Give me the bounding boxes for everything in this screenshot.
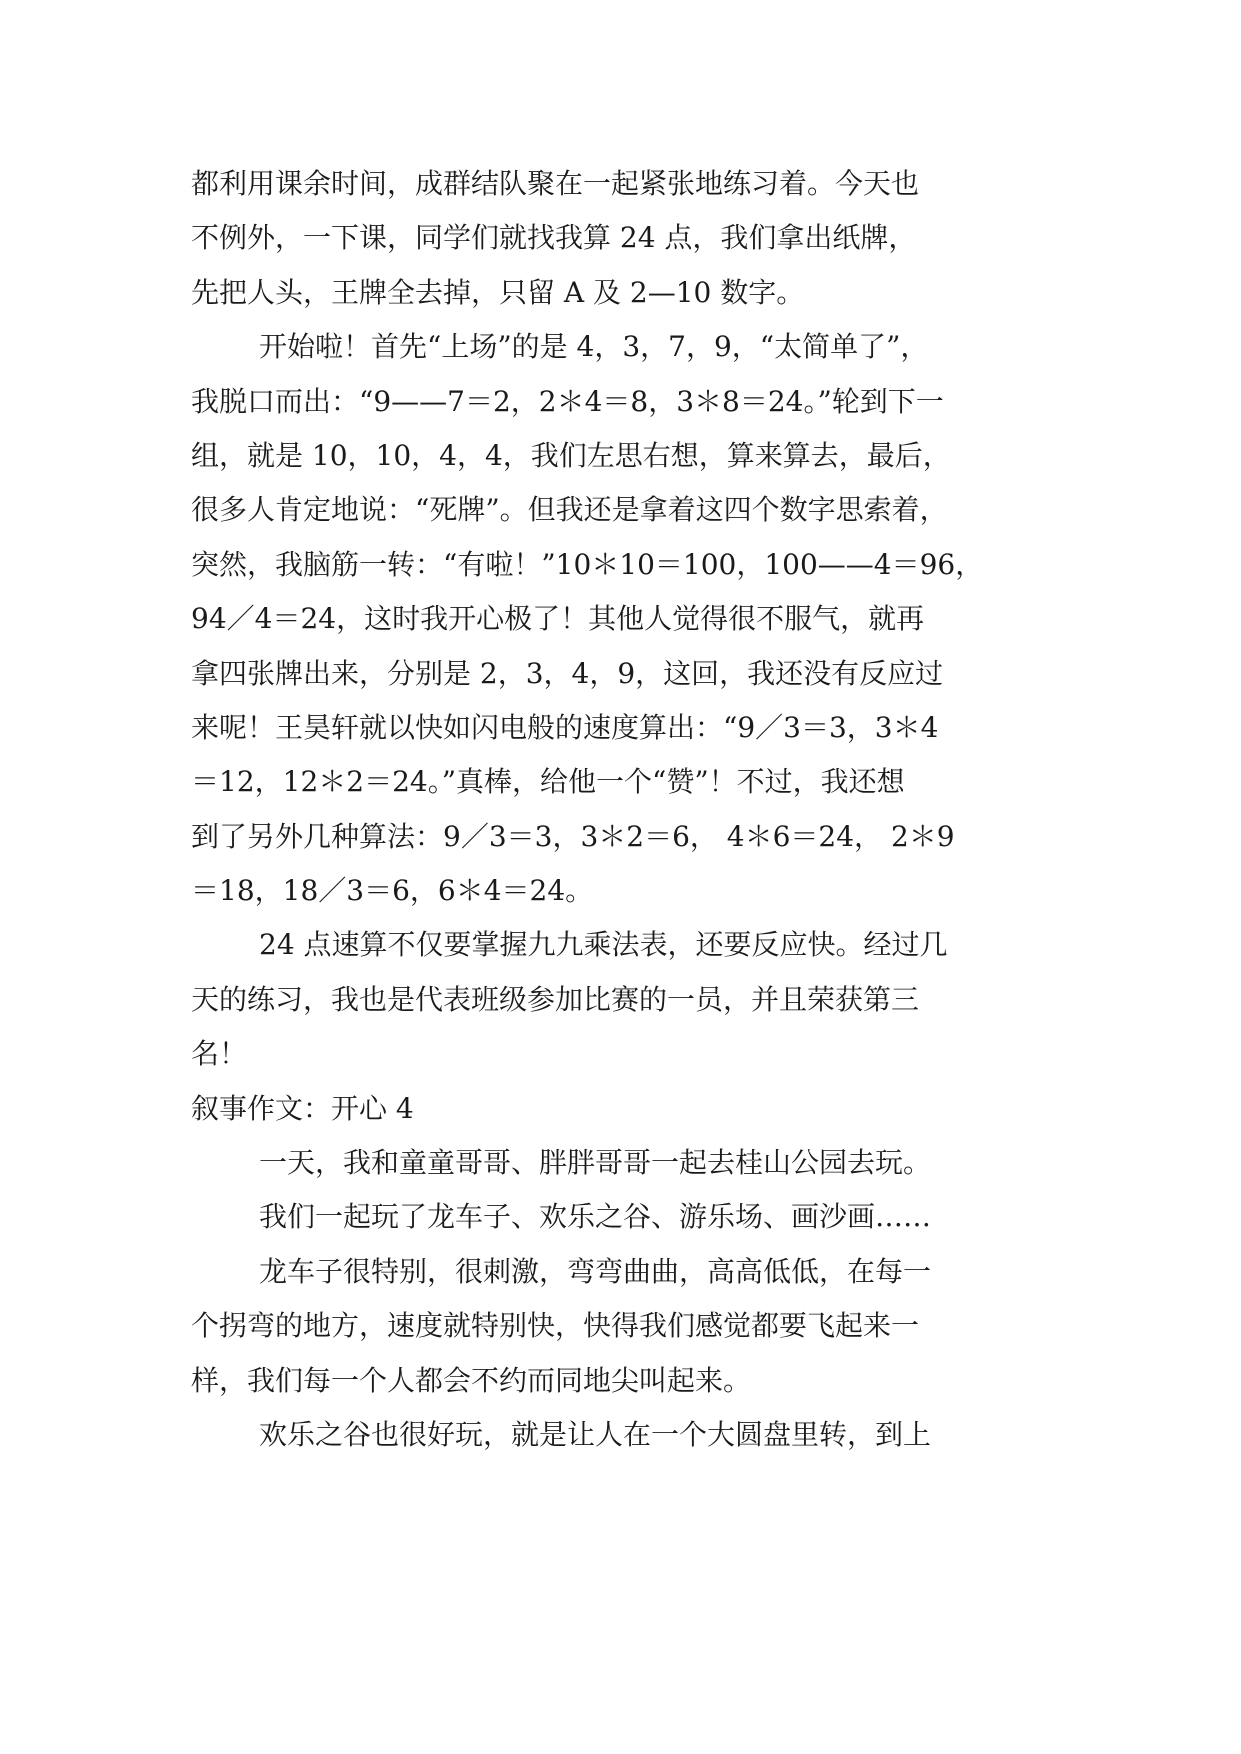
text-line: 24 点速算不仅要掌握九九乘法表，还要反应快。经过几 [259,928,948,962]
text-line: 欢乐之谷也很好玩，就是让人在一个大圆盘里转，到上 [259,1417,932,1451]
text-line: 先把人头，王牌全去掉，只留 A 及 2—10 数字。 [191,275,805,309]
text-line: 我们一起玩了龙车子、欢乐之谷、游乐场、画沙画…… [259,1200,932,1234]
document-body [191,157,1051,1462]
text-line: 开始啦！首先“上场”的是 4，3，7，9，“太简单了”， [259,330,929,364]
text-line: 叙事作文：开心 4 [191,1091,414,1125]
text-line: 都利用课余时间，成群结队聚在一起紧张地练习着。今天也 [191,167,920,200]
text-line: 天的练习，我也是代表班级参加比赛的一员，并且荣获第三 [191,982,920,1016]
text-line: 样，我们每一个人都会不约而同地尖叫起来。 [191,1363,752,1397]
text-line: 一天，我和童童哥哥、胖胖哥哥一起去桂山公园去玩。 [259,1146,932,1180]
text-line: 我脱口而出：“9——7＝2，2＊4＝8，3＊8＝24。”轮到下一 [191,384,944,418]
text-line: 拿四张牌出来，分别是 2，3，4，9，这回，我还没有反应过 [191,656,944,690]
text-line: 来呢！王昊轩就以快如闪电般的速度算出：“9／3＝3，3＊4 [191,710,939,744]
text-line: 不例外，一下课，同学们就找我算 24 点，我们拿出纸牌， [191,221,917,255]
text-line: 组，就是 10，10，4，4，我们左思右想，算来算去，最后， [191,438,951,472]
text-line: 很多人肯定地说：“死牌”。但我还是拿着这四个数字思索着， [191,493,948,527]
text-line: 94／4＝24，这时我开心极了！其他人觉得很不服气，就再 [191,602,925,636]
text-line: 龙车子很特别，很刺激，弯弯曲曲，高高低低，在每一 [259,1254,932,1288]
text-line: ＝18，18／3＝6，6＊4＝24。 [191,874,594,908]
text-line: 到了另外几种算法：9／3＝3，3＊2＝6， 4＊6＝24， 2＊9 [191,819,955,853]
text-line: 名！ [191,1037,248,1071]
text-line: 突然，我脑筋一转：“有啦！”10＊10＝100，100——4＝96， [191,547,984,581]
text-line: 个拐弯的地方，速度就特别快，快得我们感觉都要飞起来一 [191,1309,920,1343]
text-line: ＝12，12＊2＝24。”真棒，给他一个“赞”！不过，我还想 [191,765,905,799]
